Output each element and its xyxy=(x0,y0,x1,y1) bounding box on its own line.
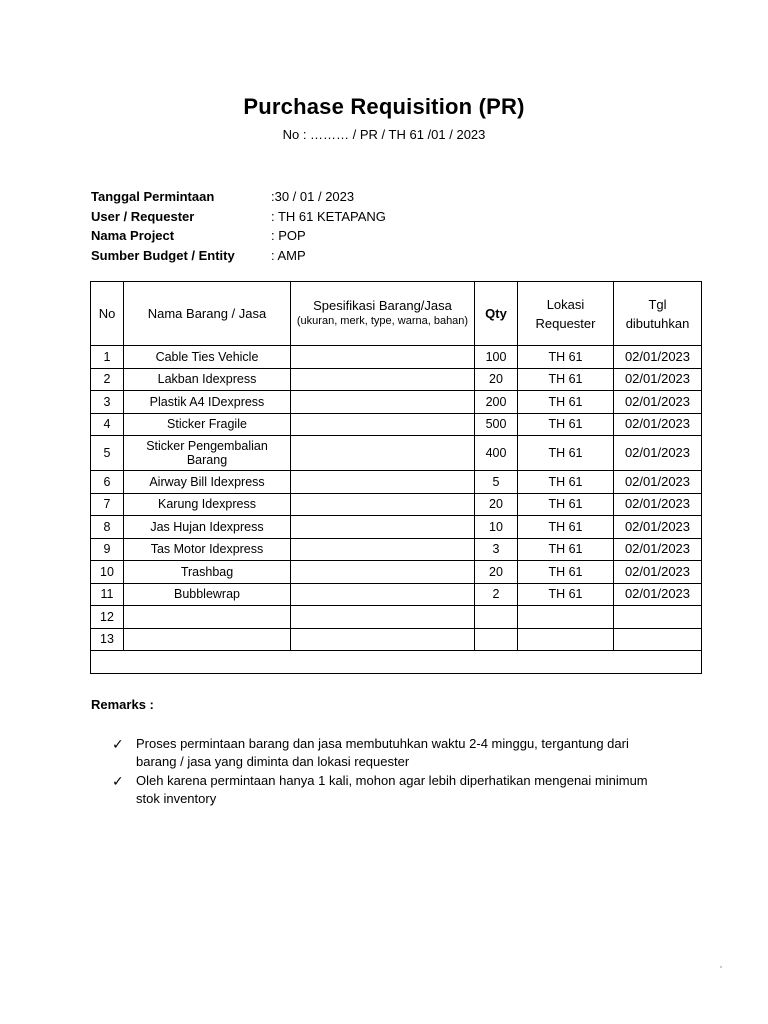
cell-nama-barang xyxy=(124,606,291,629)
meta-value: : TH 61 KETAPANG xyxy=(271,208,386,224)
cell-tgl: 02/01/2023 xyxy=(614,538,702,561)
cell-spesifikasi xyxy=(291,583,475,606)
cell-tgl: 02/01/2023 xyxy=(614,436,702,471)
cell-spesifikasi xyxy=(291,436,475,471)
request-info xyxy=(91,187,386,265)
table-row xyxy=(91,606,702,629)
page-speck xyxy=(720,966,722,968)
header-tgl: Tgl dibutuhkan xyxy=(614,282,702,346)
cell-tgl xyxy=(614,628,702,651)
cell-lokasi: TH 61 xyxy=(518,391,614,414)
cell-nama-barang: Bubblewrap xyxy=(124,583,291,606)
cell-nama-barang: Karung Idexpress xyxy=(124,493,291,516)
table-row xyxy=(91,346,702,369)
document-number: No : ……… / PR / TH 61 /01 / 2023 xyxy=(282,127,486,142)
cell-qty: 20 xyxy=(475,493,518,516)
cell-qty: 200 xyxy=(475,391,518,414)
cell-nama-barang: Trashbag xyxy=(124,561,291,584)
cell-lokasi: TH 61 xyxy=(518,516,614,539)
cell-qty xyxy=(475,628,518,651)
cell-tgl: 02/01/2023 xyxy=(614,516,702,539)
cell-tgl xyxy=(614,606,702,629)
meta-value: : POP xyxy=(271,228,306,243)
cell-no: 11 xyxy=(91,583,124,606)
cell-qty: 10 xyxy=(475,516,518,539)
check-icon: ✓ xyxy=(112,773,124,789)
meta-row-project xyxy=(91,226,386,246)
cell-no: 12 xyxy=(91,606,124,629)
table-row xyxy=(91,538,702,561)
table-row xyxy=(91,436,702,471)
cell-tgl: 02/01/2023 xyxy=(614,583,702,606)
header-lokasi: Lokasi Requester xyxy=(518,282,614,346)
header-no: No xyxy=(91,282,124,346)
cell-nama-barang: Tas Motor Idexpress xyxy=(124,538,291,561)
remarks-list xyxy=(112,735,672,809)
cell-no: 13 xyxy=(91,628,124,651)
meta-label: Nama Project xyxy=(91,228,175,243)
cell-no: 8 xyxy=(91,516,124,539)
header-spesifikasi-sub: (ukuran, merk, type, warna, bahan) xyxy=(296,315,469,327)
cell-nama-barang: Plastik A4 IDexpress xyxy=(124,391,291,414)
cell-qty: 500 xyxy=(475,413,518,436)
table-row xyxy=(91,391,702,414)
cell-tgl: 02/01/2023 xyxy=(614,346,702,369)
cell-tgl: 02/01/2023 xyxy=(614,413,702,436)
table-header-row xyxy=(91,282,702,346)
cell-nama-barang: Jas Hujan Idexpress xyxy=(124,516,291,539)
cell-tgl: 02/01/2023 xyxy=(614,391,702,414)
cell-spesifikasi xyxy=(291,391,475,414)
cell-tgl: 02/01/2023 xyxy=(614,561,702,584)
check-icon: ✓ xyxy=(112,736,124,752)
meta-row-budget xyxy=(91,246,386,266)
cell-lokasi: TH 61 xyxy=(518,413,614,436)
cell-no: 5 xyxy=(91,436,124,471)
table-body xyxy=(91,346,702,651)
cell-lokasi: TH 61 xyxy=(518,368,614,391)
cell-spesifikasi xyxy=(291,516,475,539)
header-spesifikasi-label: Spesifikasi Barang/Jasa xyxy=(313,298,452,313)
header-nama-barang: Nama Barang / Jasa xyxy=(124,282,291,346)
cell-no: 10 xyxy=(91,561,124,584)
cell-nama-barang: Sticker Fragile xyxy=(124,413,291,436)
cell-nama-barang: Sticker Pengembalian Barang xyxy=(124,436,291,471)
table-row xyxy=(91,413,702,436)
table-footer-row xyxy=(91,651,702,674)
cell-qty: 100 xyxy=(475,346,518,369)
table-row xyxy=(91,493,702,516)
table-row xyxy=(91,471,702,494)
cell-no: 9 xyxy=(91,538,124,561)
cell-qty: 2 xyxy=(475,583,518,606)
cell-lokasi xyxy=(518,606,614,629)
table-row xyxy=(91,516,702,539)
cell-no: 2 xyxy=(91,368,124,391)
meta-row-tanggal xyxy=(91,187,386,207)
page-title: Purchase Requisition (PR) xyxy=(243,94,525,119)
cell-qty: 5 xyxy=(475,471,518,494)
cell-no: 1 xyxy=(91,346,124,369)
cell-spesifikasi xyxy=(291,606,475,629)
cell-lokasi xyxy=(518,628,614,651)
table-row xyxy=(91,368,702,391)
cell-spesifikasi xyxy=(291,538,475,561)
cell-lokasi: TH 61 xyxy=(518,436,614,471)
meta-label: Tanggal Permintaan xyxy=(91,189,215,204)
table-footer-cell xyxy=(91,651,702,674)
meta-value: :30 / 01 / 2023 xyxy=(271,189,355,204)
remark-item xyxy=(112,735,672,771)
cell-lokasi: TH 61 xyxy=(518,561,614,584)
header-qty: Qty xyxy=(475,282,518,346)
cell-lokasi: TH 61 xyxy=(518,346,614,369)
cell-spesifikasi xyxy=(291,628,475,651)
cell-qty: 3 xyxy=(475,538,518,561)
cell-nama-barang xyxy=(124,628,291,651)
cell-spesifikasi xyxy=(291,471,475,494)
cell-spesifikasi xyxy=(291,561,475,584)
cell-spesifikasi xyxy=(291,346,475,369)
cell-lokasi: TH 61 xyxy=(518,538,614,561)
header-spesifikasi xyxy=(291,282,475,346)
cell-qty xyxy=(475,606,518,629)
cell-nama-barang: Lakban Idexpress xyxy=(124,368,291,391)
table-row xyxy=(91,583,702,606)
remark-text: Proses permintaan barang dan jasa membutuhkan waktu 2-4 minggu, tergantung dari barang / jasa yang diminta dan lokasi requester xyxy=(136,736,629,769)
cell-lokasi: TH 61 xyxy=(518,583,614,606)
remarks-title: Remarks : xyxy=(91,697,154,712)
cell-tgl: 02/01/2023 xyxy=(614,493,702,516)
cell-tgl: 02/01/2023 xyxy=(614,471,702,494)
cell-no: 3 xyxy=(91,391,124,414)
cell-spesifikasi xyxy=(291,368,475,391)
remark-item xyxy=(112,772,672,808)
cell-spesifikasi xyxy=(291,493,475,516)
cell-no: 6 xyxy=(91,471,124,494)
cell-qty: 20 xyxy=(475,561,518,584)
cell-nama-barang: Airway Bill Idexpress xyxy=(124,471,291,494)
cell-tgl: 02/01/2023 xyxy=(614,368,702,391)
cell-qty: 20 xyxy=(475,368,518,391)
table-row xyxy=(91,628,702,651)
items-table xyxy=(90,281,702,674)
cell-nama-barang: Cable Ties Vehicle xyxy=(124,346,291,369)
cell-no: 4 xyxy=(91,413,124,436)
cell-spesifikasi xyxy=(291,413,475,436)
cell-lokasi: TH 61 xyxy=(518,493,614,516)
remark-text: Oleh karena permintaan hanya 1 kali, mohon agar lebih diperhatikan mengenai minimum stok inventory xyxy=(136,773,648,806)
table-row xyxy=(91,561,702,584)
cell-lokasi: TH 61 xyxy=(518,471,614,494)
meta-label: User / Requester xyxy=(91,208,195,224)
cell-no: 7 xyxy=(91,493,124,516)
cell-qty: 400 xyxy=(475,436,518,471)
meta-row-requester xyxy=(91,207,386,227)
meta-label: Sumber Budget / Entity xyxy=(91,247,235,263)
meta-value: : AMP xyxy=(271,247,306,263)
